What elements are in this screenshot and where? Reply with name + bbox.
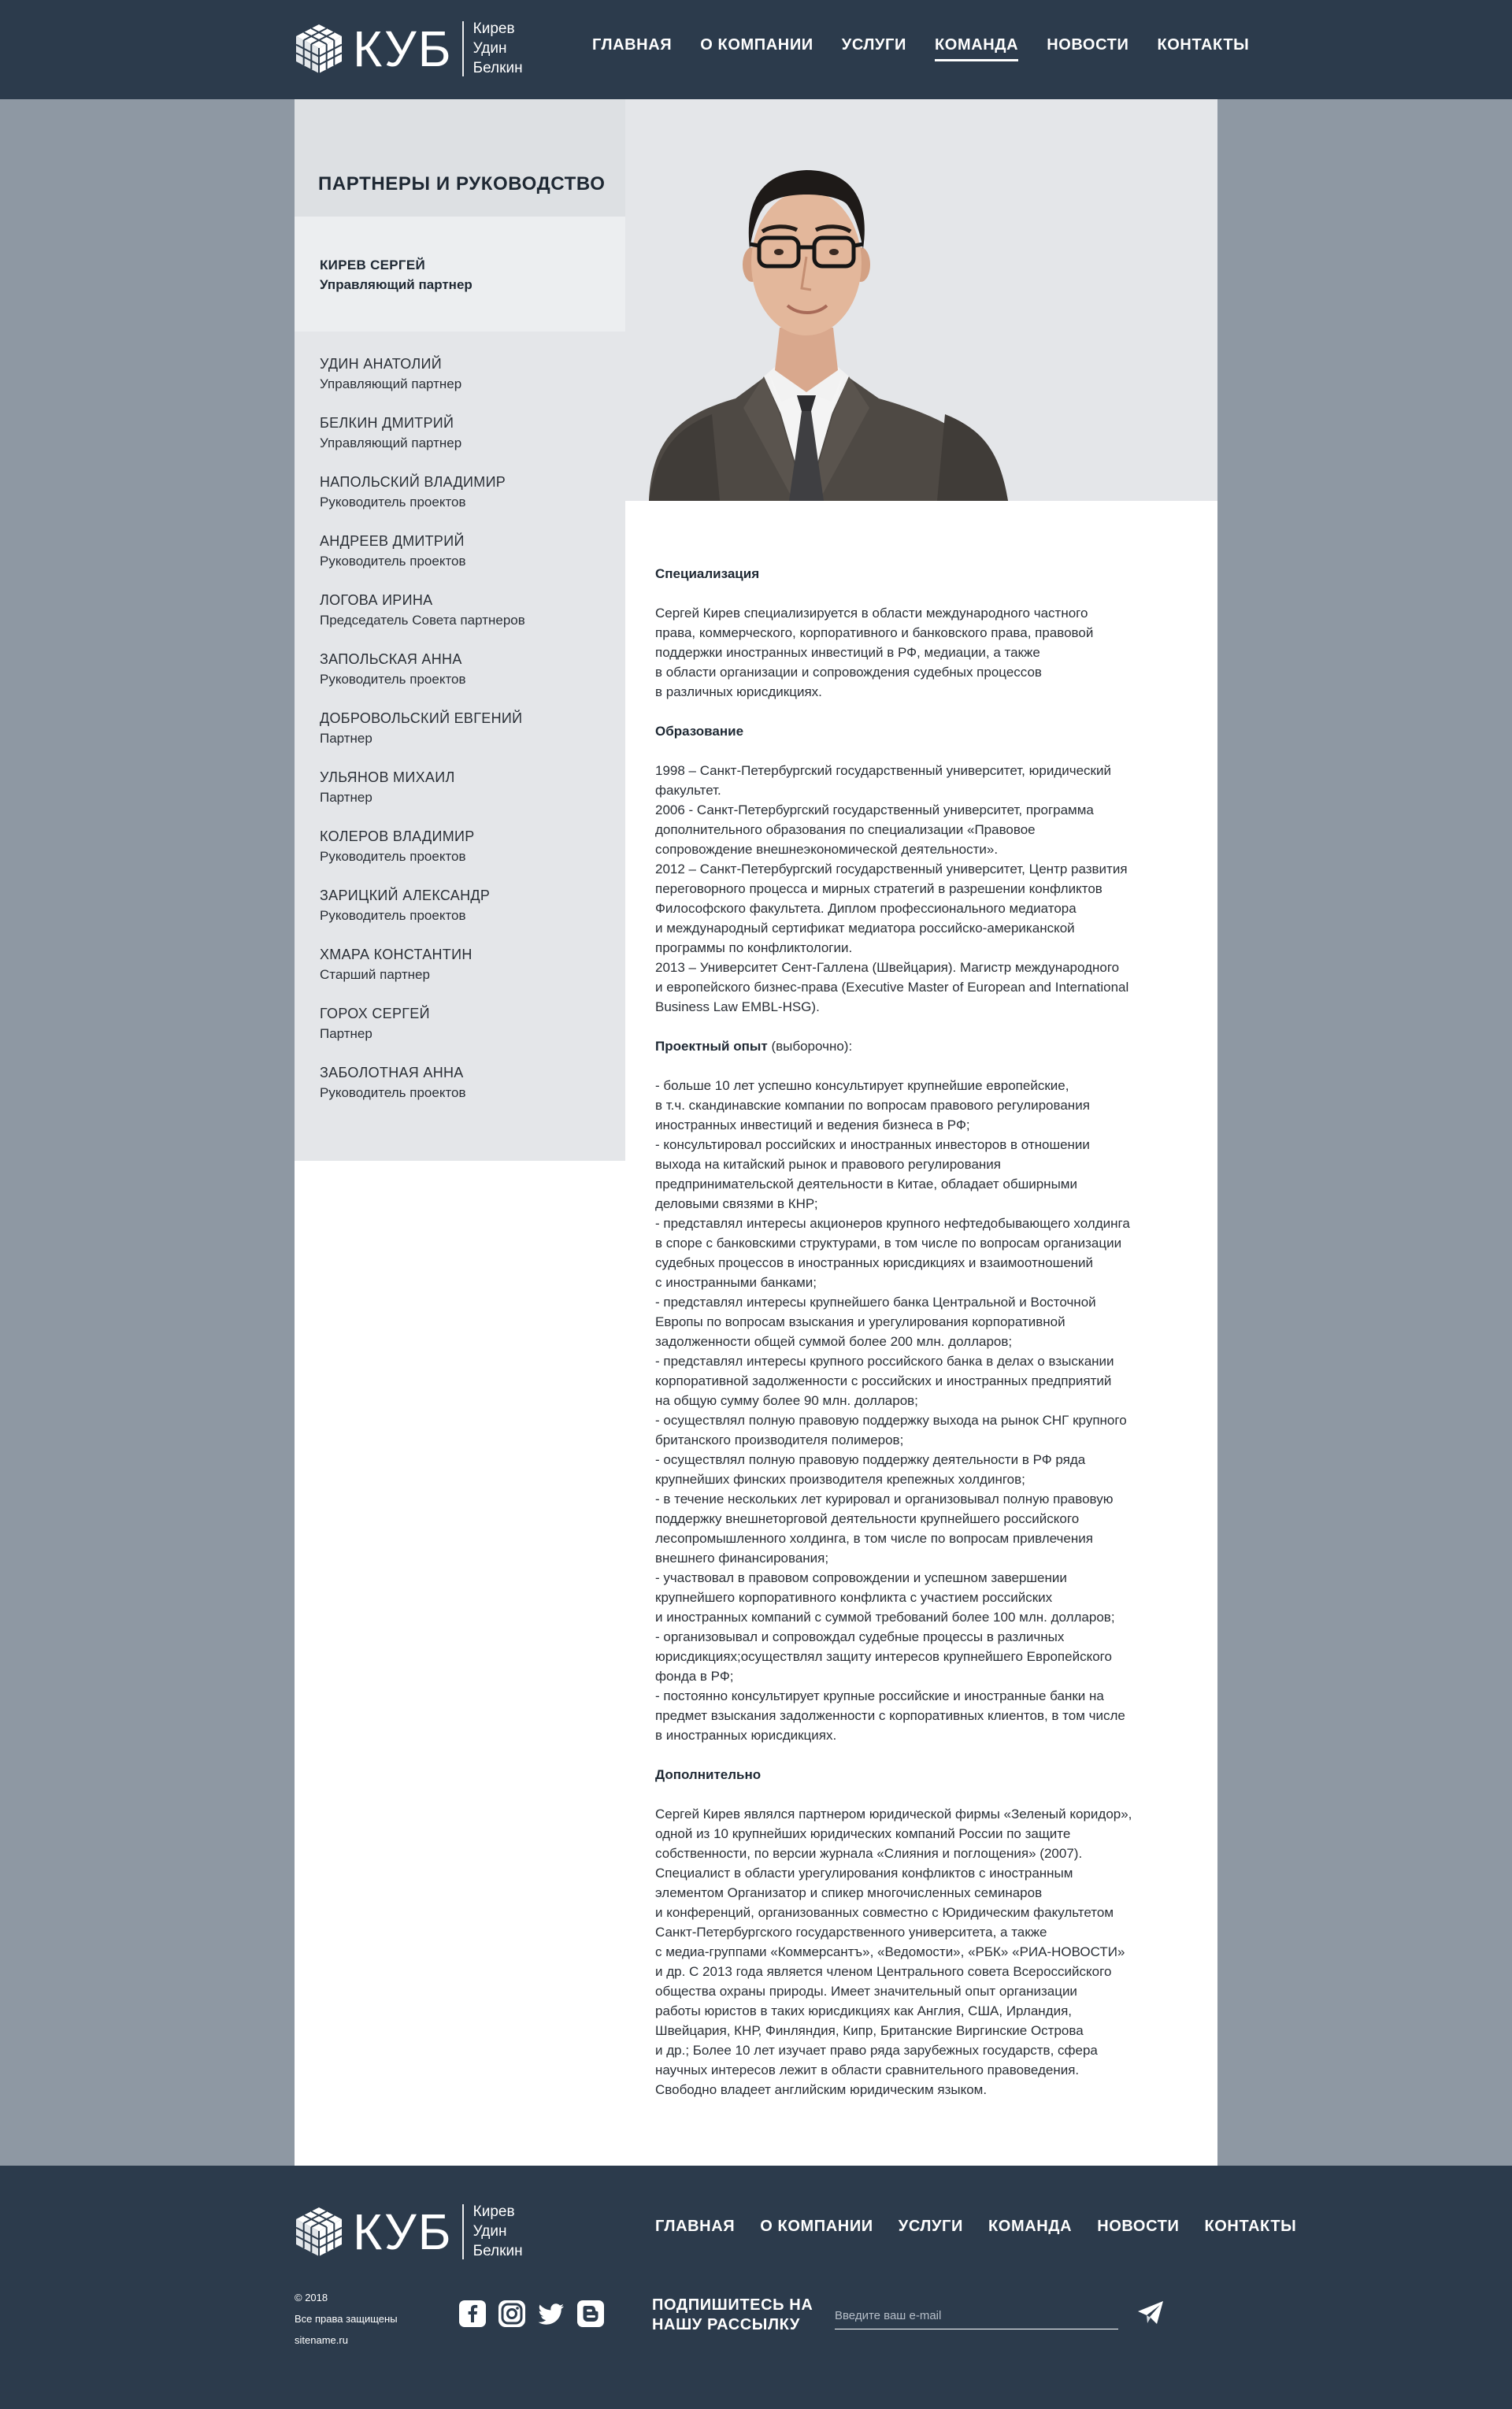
team-list-item[interactable]	[320, 473, 525, 532]
person-name: АНДРЕЕВ ДМИТРИЙ	[320, 533, 465, 549]
site-header	[0, 0, 1512, 99]
team-list-item[interactable]	[320, 413, 525, 473]
paper-plane-icon	[1136, 2300, 1165, 2326]
newsletter-submit-button[interactable]	[1136, 2300, 1165, 2326]
text-line: иностранных инвестиций и ведения бизнеса в РФ;	[655, 1117, 970, 1132]
text-line: поддержку внешнеторговой деятельности крупнейшего российского	[655, 1511, 1080, 1526]
team-list-item[interactable]	[320, 945, 525, 1004]
experience-title: Проектный опыт	[655, 1039, 768, 1054]
brand-partner-1: Кирев	[472, 20, 515, 37]
experience-note: (выборочно):	[767, 1039, 853, 1054]
site-footer	[0, 2166, 1512, 2409]
text-line: - осуществлял полную правовую поддержку выхода на рынок СНГ крупного	[655, 1413, 1127, 1428]
brand-name: КУБ	[353, 2203, 453, 2260]
text-line: деловыми связями в КНР;	[655, 1196, 818, 1211]
team-list-item[interactable]	[320, 591, 525, 650]
text-line: Свободно владеет английским юридическим языком.	[655, 2082, 988, 2097]
text-line: предмет взыскания задолженности с корпоративных клиентов, в том числе	[655, 1708, 1125, 1723]
text-line: судебных процессов в иностранных юрисдикциях и взаимоотношений	[655, 1255, 1094, 1270]
person-name: ЗАРИЦКИЙ АЛЕКСАНДР	[320, 888, 491, 903]
site-url[interactable]: sitename.ru	[295, 2334, 348, 2346]
newsletter-title	[652, 2296, 813, 2335]
person-name: ГОРОХ СЕРГЕЙ	[320, 1006, 430, 1021]
text-line: работы юристов в таких юрисдикциях как Англия, США, Ирландия,	[655, 2003, 1073, 2018]
person-role: Руководитель проектов	[320, 908, 466, 923]
person-name: УЛЬЯНОВ МИХАИЛ	[320, 769, 455, 785]
text-line: дополнительного образования по специализации «Правовое	[655, 822, 1036, 837]
text-line: Специалист в области урегулирования конфликтов с иностранным	[655, 1866, 1073, 1881]
text-line: 2012 – Санкт-Петербургский государственный университет, Центр развития	[655, 862, 1128, 877]
blogger-icon[interactable]	[576, 2300, 605, 2328]
text-line: корпоративной задолженности с российских и иностранных предприятий	[655, 1373, 1112, 1388]
logo-divider	[462, 2204, 464, 2259]
additional-text	[655, 1804, 1199, 2100]
person-role: Руководитель проектов	[320, 849, 466, 864]
text-line: в т.ч. скандинавские компании по вопросам правового регулирования	[655, 1098, 1090, 1113]
footer-nav-news[interactable]: НОВОСТИ	[1097, 2218, 1180, 2235]
person-role: Партнер	[320, 790, 372, 805]
nav-home[interactable]: ГЛАВНАЯ	[592, 36, 673, 54]
text-line: и др. С 2013 года является членом Центрального совета Всероссийского	[655, 1964, 1112, 1979]
person-role: Старший партнер	[320, 967, 430, 982]
twitter-icon[interactable]	[537, 2300, 565, 2328]
text-line: Европы по вопросам взыскания и урегулирования корпоративной	[655, 1314, 1065, 1329]
text-line: и иностранных компаний с суммой требований более 100 млн. долларов;	[655, 1610, 1115, 1625]
team-list-item[interactable]	[320, 827, 525, 886]
sidebar-heading: ПАРТНЕРЫ И РУКОВОДСТВО	[318, 173, 606, 195]
sidebar-heading-box	[295, 99, 625, 217]
additional-title: Дополнительно	[655, 1767, 762, 1782]
person-role: Управляющий партнер	[320, 435, 462, 450]
logo-divider	[462, 21, 464, 76]
brand-partner-3: Белкин	[472, 2243, 523, 2259]
person-role: Руководитель проектов	[320, 672, 466, 687]
person-name: КОЛЕРОВ ВЛАДИМИР	[320, 828, 475, 844]
text-line: - осуществлял полную правовую поддержку деятельности в РФ ряда	[655, 1452, 1086, 1467]
person-role: Партнер	[320, 1026, 372, 1041]
main-nav	[592, 36, 1249, 61]
text-line: Философского факультета. Диплом профессионального медиатора	[655, 901, 1077, 916]
copyright-year: © 2018	[295, 2292, 328, 2303]
text-line: юрисдикциях;осуществлял защиту интересов крупнейшего Европейского	[655, 1649, 1112, 1664]
facebook-icon[interactable]	[458, 2300, 487, 2328]
text-line: - больше 10 лет успешно консультирует крупнейшие европейские,	[655, 1078, 1069, 1093]
nav-about[interactable]: О КОМПАНИИ	[700, 36, 813, 54]
person-name: НАПОЛЬСКИЙ ВЛАДИМИР	[320, 474, 506, 490]
person-role: Управляющий партнер	[320, 376, 462, 391]
text-line: внешнего финансирования;	[655, 1551, 829, 1566]
footer-nav-team[interactable]: КОМАНДА	[988, 2218, 1073, 2235]
nav-contacts[interactable]: КОНТАКТЫ	[1157, 36, 1250, 54]
text-line: фонда в РФ;	[655, 1669, 734, 1684]
profile-content	[655, 564, 1199, 2119]
copyright-rights: Все права защищены	[295, 2313, 398, 2325]
experience-text	[655, 1076, 1199, 1745]
team-sidebar	[295, 99, 625, 1161]
text-line: выхода на китайский рынок и правового регулирования	[655, 1157, 1001, 1172]
text-line: - представлял интересы крупного российского банка в делах о взыскании	[655, 1354, 1114, 1369]
text-line: 2013 – Университет Сент-Галлена (Швейцария). Магистр международного	[655, 960, 1120, 975]
text-line: с медиа-группами «Коммерсантъ», «Ведомости», «РБК» «РИА-НОВОСТИ»	[655, 1944, 1125, 1959]
text-line: крупнейших финских производителя крепежных холдингов;	[655, 1472, 1025, 1487]
person-name: ЛОГОВА ИРИНА	[320, 592, 433, 608]
person-name: БЕЛКИН ДМИТРИЙ	[320, 415, 454, 431]
text-line: одной из 10 крупнейших юридических компаний России по защите	[655, 1826, 1071, 1841]
text-line: задолженности общей суммой более 200 млн. долларов;	[655, 1334, 1013, 1349]
team-list-item[interactable]	[320, 886, 525, 945]
person-name: ЗАПОЛЬСКАЯ АННА	[320, 651, 462, 667]
newsletter-title-line-1: ПОДПИШИТЕСЬ НА	[652, 2296, 813, 2314]
text-line: Швейцария, КНР, Финляндия, Кипр, Британские Виргинские Острова	[655, 2023, 1084, 2038]
instagram-icon[interactable]	[498, 2300, 526, 2328]
education-text	[655, 761, 1199, 1017]
brand-name: КУБ	[353, 20, 453, 77]
experience-heading	[655, 1036, 1199, 1056]
team-list-item[interactable]	[320, 532, 525, 591]
text-line: 2006 - Санкт-Петербургский государственный университет, программа	[655, 802, 1094, 817]
specialization-title: Специализация	[655, 566, 760, 581]
footer-nav-services[interactable]: УСЛУГИ	[898, 2218, 963, 2235]
text-line: в области организации и сопровождения судебных процессов	[655, 665, 1042, 680]
specialization-text	[655, 603, 1199, 702]
nav-news[interactable]: НОВОСТИ	[1047, 36, 1129, 54]
text-line: и др.; Более 10 лет изучает право ряда зарубежных государств, сфера	[655, 2043, 1098, 2058]
sidebar-active-item[interactable]	[295, 217, 625, 332]
education-title: Образование	[655, 724, 744, 739]
person-role: Председатель Совета партнеров	[320, 613, 525, 628]
text-line: - организовывал и сопровождал судебные процессы в различных	[655, 1629, 1065, 1644]
text-line: - представлял интересы крупнейшего банка Центральной и Восточной	[655, 1295, 1096, 1310]
text-line: Сергей Кирев являлся партнером юридической фирмы «Зеленый коридор»,	[655, 1807, 1132, 1822]
text-line: Business Law EMBL-HSG).	[655, 999, 820, 1014]
text-line: в споре с банковскими структурами, в том числе по вопросам организации	[655, 1236, 1122, 1251]
text-line: переговорного процесса и мирных стратегий в разрешении конфликтов	[655, 881, 1102, 896]
newsletter-email-input[interactable]	[835, 2303, 1118, 2329]
team-list-item[interactable]	[320, 709, 525, 768]
person-role: Руководитель проектов	[320, 1085, 466, 1100]
text-line: лесопромышленного холдинга, в том числе по вопросам привлечения	[655, 1531, 1093, 1546]
text-line: крупнейшего корпоративного конфликта с участием российских	[655, 1590, 1053, 1605]
text-line: - консультировал российских и иностранных инвесторов в отношении	[655, 1137, 1090, 1152]
portrait-image	[625, 99, 1217, 501]
footer-logo[interactable]	[295, 2202, 523, 2261]
brand-partners	[473, 2202, 523, 2261]
text-line: в иностранных юрисдикциях.	[655, 1728, 837, 1743]
team-list-item[interactable]	[320, 1004, 525, 1063]
text-line: общества охраны природы. Имеет значительный опыт организации	[655, 1984, 1077, 1999]
newsletter-title-line-2: НАШУ РАССЫЛКУ	[652, 2316, 800, 2333]
person-name: ХМАРА КОНСТАНТИН	[320, 947, 472, 962]
copyright	[295, 2287, 398, 2351]
text-line: Сергей Кирев специализируется в области международного частного	[655, 606, 1088, 621]
text-line: программы по конфликтологии.	[655, 940, 853, 955]
footer-nav-about[interactable]: О КОМПАНИИ	[760, 2218, 873, 2235]
cube-logo-icon	[295, 23, 343, 75]
person-name: ЗАБОЛОТНАЯ АННА	[320, 1065, 464, 1080]
cube-logo-icon	[295, 2206, 343, 2258]
text-line: и международный сертификат медиатора российско-американской	[655, 921, 1075, 936]
text-line: на общую сумму более 90 млн. долларов;	[655, 1393, 918, 1408]
social-links	[458, 2300, 605, 2328]
footer-nav	[655, 2218, 1296, 2236]
nav-team[interactable]: КОМАНДА	[935, 36, 1018, 61]
nav-services[interactable]: УСЛУГИ	[841, 36, 906, 54]
team-list	[320, 354, 525, 1122]
active-person-role: Управляющий партнер	[320, 277, 472, 292]
person-role: Партнер	[320, 731, 372, 746]
text-line: в различных юрисдикциях.	[655, 684, 822, 699]
footer-nav-home[interactable]: ГЛАВНАЯ	[655, 2218, 736, 2235]
main-content	[295, 99, 1217, 2166]
text-line: британского производителя полимеров;	[655, 1432, 904, 1447]
brand-partner-3: Белкин	[472, 60, 523, 76]
text-line: - в течение нескольких лет курировал и организовывал полную правовую	[655, 1492, 1114, 1507]
person-role: Руководитель проектов	[320, 554, 466, 569]
text-line: собственности, по версии журнала «Слияния и поглощения» (2007).	[655, 1846, 1083, 1861]
profile-photo	[625, 99, 1217, 501]
text-line: научных интересов лежит в области сравнительного правоведения.	[655, 2062, 1080, 2077]
person-name: УДИН АНАТОЛИЙ	[320, 356, 442, 372]
text-line: - представлял интересы акционеров крупного нефтедобывающего холдинга	[655, 1216, 1130, 1231]
brand-partner-1: Кирев	[472, 2203, 515, 2220]
text-line: предпринимательской деятельности в Китае, обладает обширными	[655, 1177, 1077, 1192]
text-line: и конференций, организованных совместно с Юридическим факультетом	[655, 1905, 1114, 1920]
brand-partner-2: Удин	[472, 2223, 507, 2240]
text-line: факультет.	[655, 783, 721, 798]
text-line: Санкт-Петербургского государственного университета, а также	[655, 1925, 1047, 1940]
text-line: права, коммерческого, корпоративного и банковского права, правовой	[655, 625, 1094, 640]
text-line: с иностранными банками;	[655, 1275, 817, 1290]
brand-partners	[473, 19, 523, 78]
team-list-item[interactable]	[320, 1063, 525, 1122]
text-line: элементом Организатор и спикер многочисленных семинаров	[655, 1885, 1043, 1900]
brand-partner-2: Удин	[472, 40, 507, 57]
team-list-item[interactable]	[320, 768, 525, 827]
text-line: 1998 – Санкт-Петербургский государственный университет, юридический	[655, 763, 1111, 778]
text-line: поддержки иностранных инвестиций в РФ, медиации, а также	[655, 645, 1040, 660]
text-line: - участвовал в правовом сопровождении и успешном завершении	[655, 1570, 1067, 1585]
person-role: Руководитель проектов	[320, 495, 466, 510]
team-list-item[interactable]	[320, 650, 525, 709]
text-line: - постоянно консультирует крупные российские и иностранные банки на	[655, 1688, 1104, 1703]
text-line: и европейского бизнес-права (Executive Master of European and International	[655, 980, 1129, 995]
footer-nav-contacts[interactable]: КОНТАКТЫ	[1204, 2218, 1297, 2235]
site-logo[interactable]	[295, 19, 523, 78]
team-list-item[interactable]	[320, 354, 525, 413]
person-name: ДОБРОВОЛЬСКИЙ ЕВГЕНИЙ	[320, 710, 523, 726]
text-line: сопровождение внешнеэкономической деятельности».	[655, 842, 999, 857]
active-person-name[interactable]: КИРЕВ СЕРГЕЙ	[320, 258, 426, 272]
